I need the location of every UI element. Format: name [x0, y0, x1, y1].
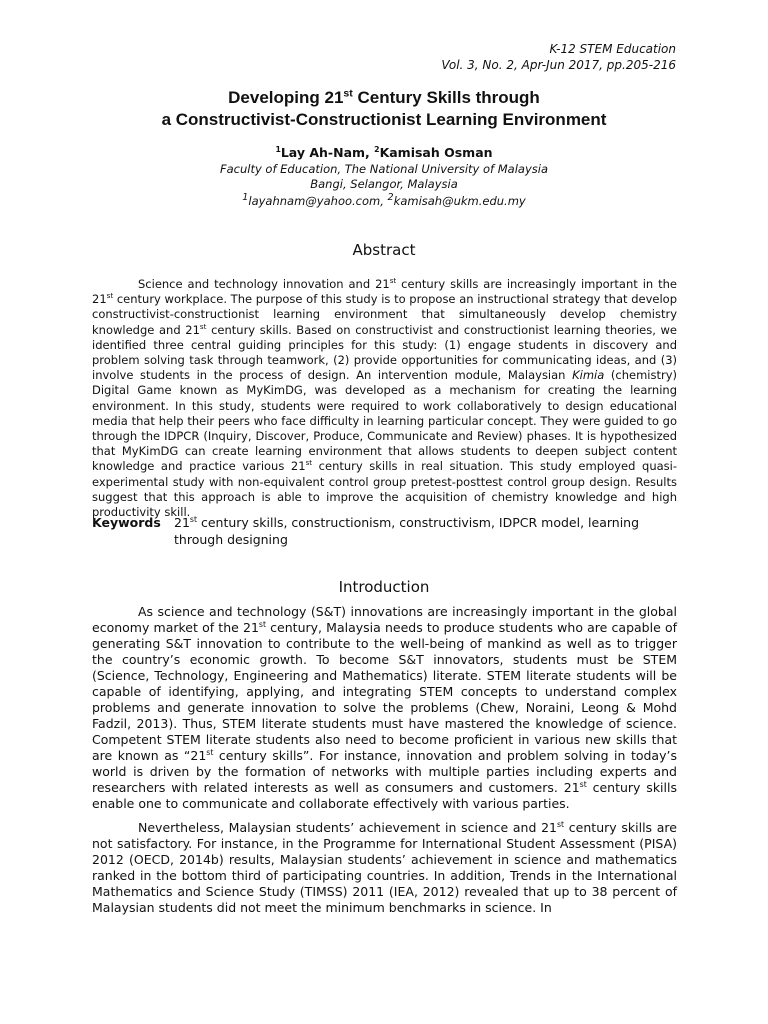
email-link[interactable]: kamisah@ukm.edu.my	[393, 193, 526, 208]
abstract-text: century skills. Based on constructivist and constructionist learning theories, we identified three central guiding principles for this study: (1) engage students in discovery and problem solving task through teamwork, (2) provide opportunities for communicating ideas, and (3) involve students in the process of design. An intervention module, Malaysian	[92, 322, 677, 383]
title-line-1	[0, 87, 768, 109]
intro-text: As science and technology (S&T) innovations are increasingly important in the global economy market of the 21	[92, 604, 677, 635]
keywords-block	[92, 514, 677, 548]
superscript: st	[199, 321, 207, 331]
author-name: Kamisah Osman	[379, 145, 493, 160]
faculty: Faculty of Education, The National University of Malaysia	[219, 162, 549, 176]
abstract-text: century workplace. The purpose of this study is to propose an instructional strategy that develop constructivist-constructionist learning environment that simultaneously develop chemistry knowledge and 21	[92, 292, 677, 337]
superscript: st	[389, 276, 397, 286]
keywords-label: Keywords	[92, 515, 161, 530]
abstract-text: Science and technology innovation and 21	[138, 277, 390, 291]
abstract-body	[92, 277, 677, 520]
email-mark: 2	[387, 192, 394, 203]
title-text: Developing 21	[228, 88, 344, 107]
keywords-list	[174, 514, 677, 548]
abstract-text: century skills in real situation. This study employed quasi-experimental study with non-equivalent control group pretest-posttest control group design. Results suggest that this approach is able to improve the acquisition of chemistry knowledge and high productivity skill.	[92, 459, 677, 520]
introduction-body	[92, 604, 677, 916]
volume-info: Vol. 3, No. 2, Apr-Jun 2017, pp.205-216	[441, 58, 676, 72]
abstract-text: (chemistry) Digital Game known as MyKimDG, was developed as a mechanism for creating the learning environment. In this study, students were required to work collaboratively to design educational media that help their peers who face difficulty in learning particular concept. They were guided to go through the IDPCR (Inquiry, Discover, Produce, Communicate and Review) phases. It is hypothesized that MyKimDG can create learning environment that allows students to deepen subject content knowledge and practice various 21	[92, 368, 677, 474]
author-mark: 2	[374, 144, 380, 154]
superscript: st	[579, 779, 587, 789]
superscript: st	[557, 819, 565, 829]
author-list	[0, 145, 768, 161]
superscript: st	[189, 514, 197, 524]
kimia-term: Kimia	[572, 368, 605, 383]
intro-text: Nevertheless, Malaysian students’ achievement in science and 21	[138, 820, 558, 835]
email-link[interactable]: layahnam@yahoo.com,	[248, 193, 388, 208]
superscript: st	[206, 747, 214, 757]
intro-paragraph-2	[92, 820, 677, 916]
intro-text: century skills are not satisfactory. For instance, in the Programme for International Student Assessment (PISA) 2012 (OECD, 2014b) results, Malaysian students’ achievement in science and mathematics ranked in the bottom third of participating countries. In addition, Trends in the International Mathematics and Science Study (TIMSS) 2011 (IEA, 2012) revealed that up to 38 percent of Malaysian students did not meet the minimum benchmarks in science. In	[92, 820, 677, 915]
author-name: Lay Ah-Nam,	[280, 145, 375, 160]
abstract-heading: Abstract	[352, 241, 416, 259]
superscript: st	[305, 458, 313, 468]
keywords-text: 21	[174, 515, 190, 530]
intro-text: century skills enable one to communicate and collaborate effectively with various parties.	[92, 780, 677, 811]
email-mark: 1	[242, 192, 249, 203]
intro-paragraph-1	[92, 604, 677, 812]
abstract-text: century skills are increasingly important in the 21	[92, 277, 677, 307]
title-line-2: a Constructivist-Constructionist Learning Environment	[161, 110, 607, 129]
superscript: st	[258, 619, 266, 629]
abstract-paragraph	[92, 277, 677, 520]
affiliation	[0, 162, 768, 208]
intro-text: century skills”. For instance, innovation and problem solving in today’s world is driven by the formation of networks with multiple parties including experts and researchers with related interests as well as consumers and customers. 21	[92, 748, 677, 795]
emails	[0, 191, 768, 208]
keywords-text: century skills, constructionism, constructivism, IDPCR model, learning through designing	[174, 515, 640, 547]
running-head	[441, 41, 676, 73]
title-superscript: st	[343, 87, 353, 100]
journal-name: K-12 STEM Education	[549, 42, 676, 56]
paper-title	[0, 87, 768, 131]
title-text: Century Skills through	[352, 88, 540, 107]
intro-text: century, Malaysia needs to produce students who are capable of generating S&T innovation to contribute to the well-being of mankind as well as to trigger the country’s economic growth. To become S&T innovators, students must be STEM (Science, Technology, Engineering and Mathematics) literate. STEM literate students will be capable of identifying, applying, and integrating STEM concepts to understand complex problems and generate innovation to solve the problems (Chew, Noraini, Leong & Mohd Fadzil, 2013). Thus, STEM literate students must have mastered the knowledge of science. Competent STEM literate students also need to become proficient in various new skills that are known as “21	[92, 620, 678, 763]
author-mark: 1	[275, 144, 281, 154]
superscript: st	[106, 291, 114, 301]
introduction-heading: Introduction	[338, 578, 430, 596]
location: Bangi, Selangor, Malaysia	[310, 176, 458, 191]
